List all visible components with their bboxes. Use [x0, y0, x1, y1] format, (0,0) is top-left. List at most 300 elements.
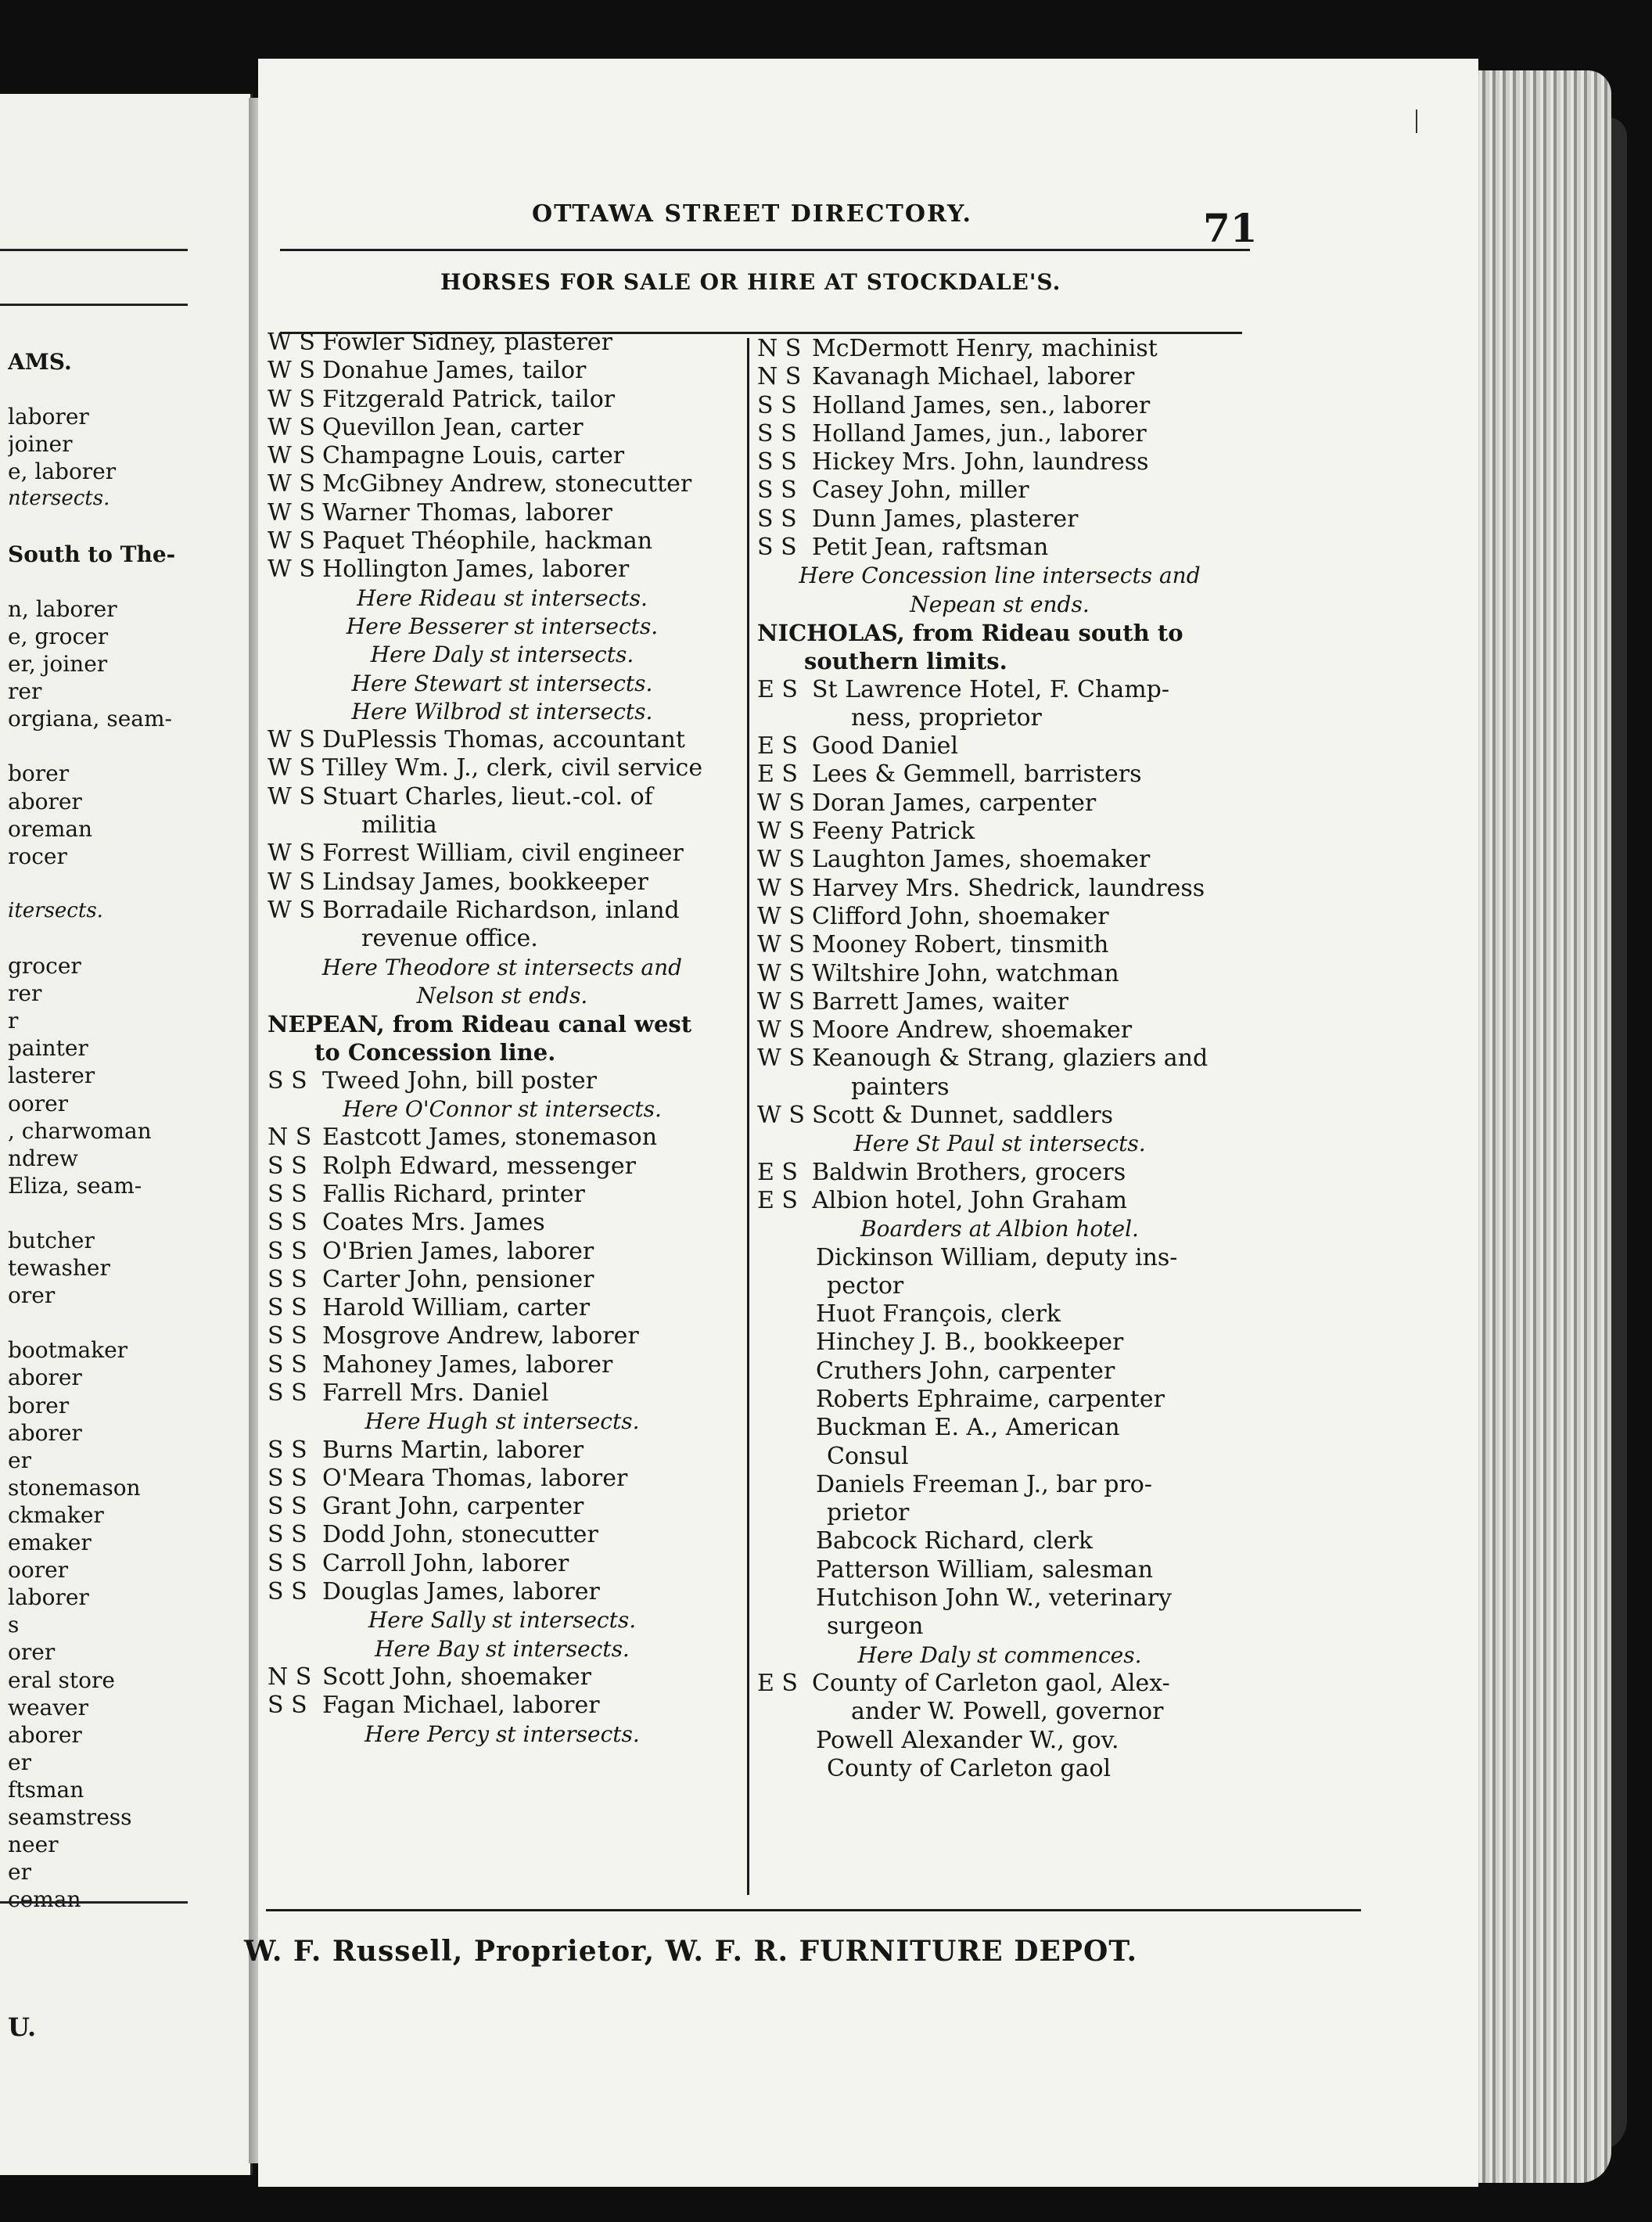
entry-text: Champagne Louis, carter [322, 442, 625, 470]
entry-name [322, 527, 737, 556]
entry-text: Albion hotel, John Graham [812, 1186, 1127, 1214]
street-side: W S [268, 868, 315, 896]
street-side: E S [757, 675, 798, 703]
street-side: S S [268, 1493, 307, 1521]
entry-name [812, 903, 1242, 931]
left-page-banner-rule [0, 304, 188, 306]
left-page-bottom-rule [0, 1901, 188, 1904]
directory-entry [268, 470, 737, 498]
boarder-entry [757, 1584, 1242, 1641]
street-side: S S [268, 1379, 307, 1407]
entry-name [812, 420, 1242, 448]
entry-name [322, 1493, 737, 1521]
directory-entry [268, 1067, 737, 1095]
left-page-line: laborer [8, 1584, 89, 1611]
directory-entry [757, 903, 1242, 931]
entry-name [812, 875, 1242, 903]
street-side: S S [268, 1464, 307, 1492]
cross-street-text: Here Wilbrod st intersects. [351, 698, 653, 724]
street-side: E S [757, 732, 798, 760]
street-side: S S [268, 1578, 307, 1606]
entry-text: Mahoney James, laborer [322, 1350, 613, 1379]
directory-entry [268, 1209, 737, 1237]
street-side: W S [268, 498, 315, 527]
left-column [268, 329, 737, 1749]
directory-entry [757, 789, 1242, 818]
entry-text: Babcock Richard, clerk [816, 1527, 1093, 1555]
left-page-line: painter [8, 1035, 88, 1062]
entry-continuation: ness, proprietor [851, 703, 1042, 732]
entry-text: Eastcott James, stonemason [322, 1124, 658, 1152]
entry-text: Forrest William, civil engineer [322, 840, 684, 868]
cross-street-note [268, 613, 737, 641]
left-page-line: er [8, 1749, 31, 1775]
street-side: W S [757, 818, 805, 846]
entry-name [322, 1436, 737, 1465]
entry-text: Fagan Michael, laborer [322, 1692, 600, 1720]
left-page-line: joiner [8, 431, 73, 458]
street-side: S S [757, 419, 797, 448]
entry-text: Daniels Freeman J., bar pro- [816, 1470, 1153, 1498]
directory-entry [757, 505, 1242, 534]
street-side: W S [757, 902, 805, 930]
left-page-line: Eliza, seam- [8, 1172, 142, 1199]
entry-name [812, 505, 1242, 534]
entry-name [812, 1044, 1242, 1102]
left-page-line: orer [8, 1639, 56, 1666]
entry-text: Clifford John, shoemaker [812, 902, 1109, 930]
entry-text: Huot François, clerk [816, 1300, 1061, 1329]
entry-text: Harvey Mrs. Shedrick, laundress [812, 874, 1205, 902]
street-side: S S [268, 1521, 307, 1549]
street-side: S S [268, 1152, 307, 1180]
entry-text: Stuart Charles, lieut.-col. of [322, 782, 653, 811]
street-side: W S [268, 840, 315, 868]
entry-name [812, 363, 1242, 391]
left-page-line: emaker [8, 1530, 92, 1556]
entry-name [812, 988, 1242, 1016]
entry-text: Scott & Dunnet, saddlers [812, 1102, 1113, 1130]
directory-entry [268, 1124, 737, 1152]
entry-text: Fowler Sidney, plasterer [322, 329, 612, 356]
left-page-line: aborer [8, 1364, 82, 1391]
entry-continuation: County of Carleton gaol [827, 1754, 1112, 1782]
boarder-entry [757, 1556, 1242, 1584]
entry-name [322, 1550, 737, 1578]
entry-name [322, 1152, 737, 1181]
entry-text: Coates Mrs. James [322, 1209, 545, 1237]
street-side: W S [268, 527, 315, 556]
directory-entry [757, 448, 1242, 476]
directory-entry [757, 1187, 1242, 1215]
left-page-line [8, 925, 242, 952]
directory-entry [268, 868, 737, 897]
cross-street-note [268, 1095, 737, 1124]
left-page-line: rer [8, 678, 42, 705]
left-page-line [8, 870, 242, 897]
cross-street-text: Here Sally st intersects. [368, 1607, 637, 1634]
directory-entry [757, 476, 1242, 505]
directory-entry [268, 1294, 737, 1322]
cross-street-text: Here Daly st commences. [857, 1641, 1142, 1668]
directory-entry [268, 840, 737, 868]
left-page-line: r [8, 1008, 19, 1034]
entry-text: Borradaile Richardson, inland [322, 896, 680, 924]
left-page-line: rer [8, 980, 42, 1007]
left-page-line: oorer [8, 1090, 69, 1116]
entry-name [812, 789, 1242, 818]
entry-name [322, 1692, 737, 1720]
entry-text: Keanough & Strang, glaziers and [812, 1044, 1208, 1073]
directory-entry [268, 1493, 737, 1521]
entry-text: Douglas James, laborer [322, 1578, 600, 1606]
cross-street-text: Here Stewart st intersects. [351, 670, 653, 696]
directory-entry [757, 420, 1242, 448]
directory-entry [757, 760, 1242, 789]
left-page-top-rule [0, 249, 188, 251]
entry-name [322, 1238, 737, 1266]
street-side: S S [757, 505, 797, 533]
cross-street-text: Here Rideau st intersects. [357, 584, 648, 611]
directory-entry [757, 534, 1242, 562]
entry-text: Carter John, pensioner [322, 1265, 594, 1293]
directory-entry [268, 1663, 737, 1692]
directory-entry [757, 818, 1242, 846]
left-page-line: laborer [8, 404, 89, 430]
entry-text: Feeny Patrick [812, 818, 975, 846]
directory-entry [757, 1159, 1242, 1187]
street-side: W S [757, 987, 805, 1016]
directory-entry [757, 1670, 1242, 1727]
entry-name [322, 1181, 737, 1209]
entry-text: Hinchey J. B., bookkeeper [816, 1329, 1124, 1357]
directory-entry [268, 1692, 737, 1720]
directory-entry [268, 1152, 737, 1181]
entry-text: O'Meara Thomas, laborer [322, 1464, 628, 1492]
directory-entry [268, 783, 737, 840]
entry-text: Holland James, jun., laborer [812, 419, 1147, 448]
entry-name [812, 1102, 1242, 1130]
left-page-line [8, 732, 242, 760]
directory-entry [268, 726, 737, 754]
entry-text: McDermott Henry, machinist [812, 335, 1158, 362]
cross-street-note [268, 1720, 737, 1749]
directory-entry [268, 1351, 737, 1379]
left-page-line: orgiana, seam- [8, 706, 172, 732]
entry-name [322, 1067, 737, 1095]
directory-entry [757, 732, 1242, 760]
left-page-line: bootmaker [8, 1337, 128, 1364]
entry-text: Lees & Gemmell, barristers [812, 760, 1142, 789]
entry-text: Laughton James, shoemaker [812, 846, 1151, 874]
entry-text: Quevillon Jean, carter [322, 413, 584, 441]
directory-entry [757, 363, 1242, 391]
entry-text: Baldwin Brothers, grocers [812, 1158, 1126, 1186]
left-page-line: South to The- [8, 541, 176, 567]
left-page-line: ckmaker [8, 1501, 104, 1528]
street-side: W S [268, 470, 315, 498]
entry-text: Tweed John, bill poster [322, 1066, 598, 1095]
entry-text: Dodd John, stonecutter [322, 1521, 598, 1549]
street-side: W S [268, 754, 315, 782]
street-heading-line: southern limits. [804, 648, 1007, 675]
street-side: W S [757, 1044, 805, 1073]
cross-street-note [757, 1215, 1242, 1243]
street-side: S S [268, 1350, 307, 1379]
left-page-line: orer [8, 1282, 56, 1309]
left-page-line [8, 513, 242, 541]
entry-name [322, 1379, 737, 1408]
directory-entry [757, 335, 1242, 363]
cross-street-text: Here Percy st intersects. [365, 1720, 640, 1747]
directory-entry [268, 897, 737, 954]
street-side: W S [757, 1016, 805, 1044]
entry-name [812, 732, 1242, 760]
cross-street-text: Here Daly st intersects. [370, 642, 634, 668]
entry-name [812, 1187, 1242, 1215]
entry-text: Hickey Mrs. John, laundress [812, 448, 1149, 476]
entry-name [812, 476, 1242, 505]
street-side: W S [757, 846, 805, 874]
entry-text: Cruthers John, carpenter [816, 1357, 1115, 1385]
directory-entry [268, 527, 737, 556]
cross-street-note [268, 698, 737, 726]
entry-continuation: revenue office. [361, 925, 538, 953]
running-header: OTTAWA STREET DIRECTORY. [532, 200, 972, 228]
street-side: S S [757, 476, 797, 505]
cross-street-note [268, 670, 737, 698]
entry-text: Scott John, shoemaker [322, 1663, 592, 1691]
cross-street-text: Here Bay st intersects. [375, 1635, 630, 1662]
street-heading [757, 619, 1242, 676]
left-page-line: grocer [8, 953, 81, 980]
entry-text: Petit Jean, raftsman [812, 534, 1049, 562]
left-page-line: neer [8, 1832, 59, 1858]
entry-continuation: pector [827, 1271, 904, 1300]
left-page-line: borer [8, 1392, 70, 1418]
entry-name [322, 357, 737, 385]
cross-street-text: Here St Paul st intersects. [853, 1131, 1146, 1157]
column-divider [747, 338, 749, 1895]
directory-entry [268, 1266, 737, 1294]
cross-street-text: Here Concession line intersects and [799, 563, 1201, 589]
entry-text: Rolph Edward, messenger [322, 1152, 636, 1180]
street-side: E S [757, 1669, 798, 1697]
directory-entry [268, 556, 737, 584]
entry-text: Buckman E. A., American [816, 1414, 1120, 1442]
street-heading [268, 1010, 737, 1067]
entry-name [322, 470, 737, 498]
boarder-entry [757, 1727, 1242, 1784]
entry-name [812, 931, 1242, 959]
entry-text: Casey John, miller [812, 476, 1029, 505]
left-page-line: itersects. [8, 898, 103, 922]
left-page-line: ceman [8, 1886, 81, 1913]
street-side: S S [757, 534, 797, 562]
left-page-line: tewasher [8, 1255, 110, 1282]
directory-entry [268, 1465, 737, 1493]
street-side: S S [268, 1066, 307, 1095]
entry-name [322, 1266, 737, 1294]
directory-entry [757, 392, 1242, 420]
street-side: W S [268, 782, 315, 811]
left-page-line [8, 568, 242, 595]
entry-name [322, 897, 737, 954]
page-number: 71 [1203, 205, 1258, 251]
entry-name [322, 840, 737, 868]
entry-text: Powell Alexander W., gov. [816, 1726, 1119, 1754]
street-side: E S [757, 760, 798, 789]
left-page-footer-fragment: U. [8, 2012, 37, 2042]
cross-street-text: Here Besserer st intersects. [346, 613, 659, 639]
street-side: S S [268, 1549, 307, 1577]
directory-entry [268, 1379, 737, 1408]
left-page-text [8, 348, 242, 1913]
street-side: W S [268, 357, 315, 385]
entry-name [322, 556, 737, 584]
entry-name [812, 760, 1242, 789]
left-page-line: rocer [8, 843, 67, 869]
entry-text: Kavanagh Michael, laborer [812, 363, 1135, 391]
street-heading-line: to Concession line. [314, 1039, 556, 1066]
boarder-entry [757, 1527, 1242, 1555]
entry-name [812, 1670, 1242, 1727]
left-page-line: er [8, 1859, 31, 1886]
entry-name [322, 1663, 737, 1692]
left-page-line: er [8, 1447, 31, 1473]
directory-entry [268, 357, 737, 385]
entry-name [812, 1159, 1242, 1187]
left-page-line: weaver [8, 1694, 89, 1720]
entry-name [322, 442, 737, 470]
cross-street-text: Boarders at Albion hotel. [860, 1216, 1139, 1242]
boarder-entry [757, 1414, 1242, 1471]
boarder-entry [757, 1471, 1242, 1528]
left-page-line [8, 1199, 242, 1227]
entry-text: Patterson William, salesman [816, 1555, 1154, 1584]
street-side: W S [268, 442, 315, 470]
header-rule [280, 249, 1250, 251]
left-page-line [8, 376, 242, 403]
entry-name [322, 1209, 737, 1237]
entry-continuation: ander W. Powell, governor [851, 1698, 1164, 1726]
directory-entry [268, 414, 737, 442]
cross-street-note [757, 1130, 1242, 1158]
cross-street-note [268, 584, 737, 613]
street-side: S S [268, 1436, 307, 1464]
entry-name [322, 868, 737, 897]
street-side: W S [268, 329, 315, 356]
entry-text: Hutchison John W., veterinary [816, 1584, 1172, 1613]
entry-name [812, 846, 1242, 874]
left-page-line: s [8, 1612, 20, 1638]
entry-name [322, 1124, 737, 1152]
directory-entry [268, 1521, 737, 1549]
street-heading-line: NEPEAN, from Rideau canal west [268, 1011, 692, 1038]
entry-text: Donahue James, tailor [322, 357, 587, 385]
street-side: S S [268, 1209, 307, 1237]
entry-text: Dickinson William, deputy ins- [816, 1243, 1178, 1271]
left-page-line: eral store [8, 1666, 115, 1693]
page-mark [1416, 110, 1417, 133]
cross-street-text: Here Hugh st intersects. [365, 1408, 640, 1435]
directory-entry [268, 329, 737, 357]
street-side: W S [757, 1102, 805, 1130]
street-side: N S [757, 363, 802, 391]
street-side: S S [268, 1180, 307, 1208]
entry-name [322, 726, 737, 754]
entry-text: Paquet Théophile, hackman [322, 527, 653, 556]
entry-name [322, 783, 737, 840]
left-page-line: ntersects. [8, 487, 110, 511]
street-side: W S [268, 726, 315, 754]
street-side: S S [268, 1322, 307, 1350]
entry-name [322, 754, 737, 782]
directory-entry [268, 1436, 737, 1465]
entry-continuation: militia [361, 811, 437, 840]
left-page-line: oorer [8, 1557, 69, 1584]
cross-street-text: Nelson st ends. [416, 982, 588, 1009]
directory-entry [757, 960, 1242, 988]
street-side: N S [268, 1124, 312, 1152]
entry-text: Doran James, carpenter [812, 789, 1097, 817]
entry-text: DuPlessis Thomas, accountant [322, 726, 685, 754]
street-side: W S [757, 874, 805, 902]
directory-entry [757, 931, 1242, 959]
street-side: S S [268, 1265, 307, 1293]
entry-name [322, 1294, 737, 1322]
directory-entry [757, 1102, 1242, 1130]
entry-name [812, 335, 1242, 363]
entry-name [812, 534, 1242, 562]
entry-text: Fallis Richard, printer [322, 1180, 585, 1208]
left-page-line: e, laborer [8, 458, 117, 485]
entry-text: Mosgrove Andrew, laborer [322, 1322, 639, 1350]
entry-text: St Lawrence Hotel, F. Champ- [812, 675, 1170, 703]
directory-entry [268, 754, 737, 782]
cross-street-text: Here O'Connor st intersects. [343, 1096, 662, 1123]
street-side: W S [268, 896, 315, 924]
street-side: E S [757, 1186, 798, 1214]
entry-name [322, 329, 737, 357]
left-page-line: AMS. [8, 349, 72, 375]
directory-entry [268, 1181, 737, 1209]
entry-continuation: surgeon [827, 1613, 924, 1641]
street-heading-line: NICHOLAS, from Rideau south to [757, 619, 1183, 646]
street-side: S S [268, 1237, 307, 1265]
footer-advert: W. F. Russell, Proprietor, W. F. R. FURNITURE DEPOT. [244, 1935, 1138, 1968]
entry-text: Grant John, carpenter [322, 1493, 584, 1521]
entry-name [322, 1351, 737, 1379]
directory-entry [268, 499, 737, 527]
entry-name [812, 960, 1242, 988]
left-page-line: borer [8, 760, 70, 787]
boarder-entry [757, 1329, 1242, 1357]
street-side: W S [757, 959, 805, 987]
left-page-line: er, joiner [8, 651, 108, 678]
entry-text: Lindsay James, bookkeeper [322, 868, 648, 896]
left-page-line: e, grocer [8, 623, 109, 649]
entry-name [812, 818, 1242, 846]
street-side: W S [268, 385, 315, 413]
boarder-entry [757, 1386, 1242, 1414]
left-page-line: ftsman [8, 1776, 84, 1803]
entry-text: Farrell Mrs. Daniel [322, 1379, 549, 1407]
directory-entry [757, 1044, 1242, 1102]
entry-text: Mooney Robert, tinsmith [812, 931, 1109, 959]
entry-name [812, 392, 1242, 420]
entry-text: Moore Andrew, shoemaker [812, 1016, 1133, 1044]
